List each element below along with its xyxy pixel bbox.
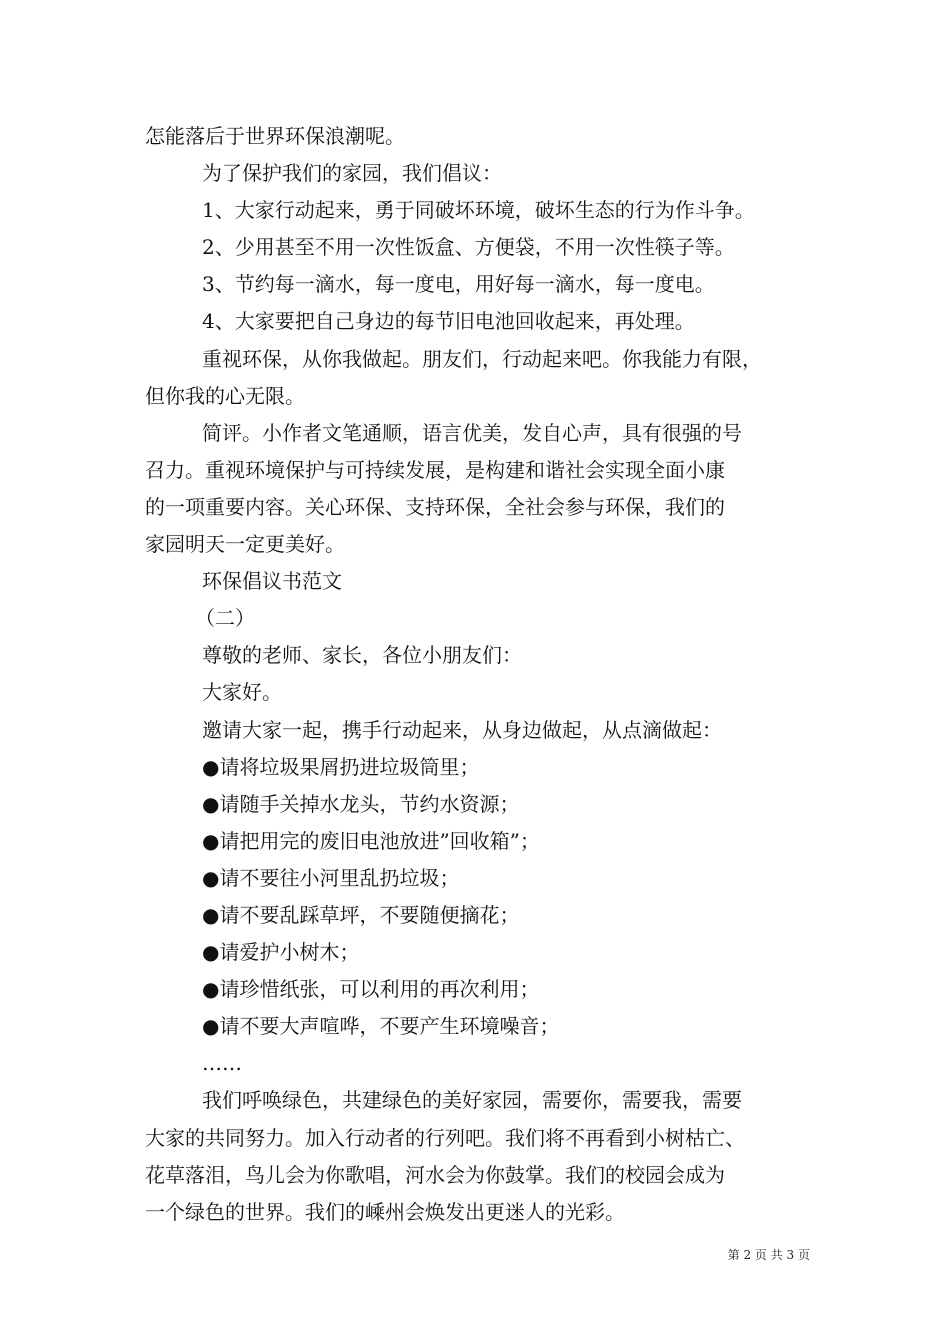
text-line: 4、大家要把自己身边的每节旧电池回收起来，再处理。 xyxy=(202,309,695,334)
text-line: 简评。小作者文笔通顺，语言优美，发自心声，具有很强的号 xyxy=(202,420,742,445)
greeting: 大家好。 xyxy=(202,680,282,705)
text-line: 邀请大家一起，携手行动起来，从身边做起，从点滴做起： xyxy=(202,717,722,742)
section-title: 环保倡议书范文 xyxy=(202,569,342,594)
salutation: 尊敬的老师、家长，各位小朋友们： xyxy=(202,643,522,668)
bullet-item: ●请把用完的废旧电池放进”回收箱”； xyxy=(202,828,540,853)
ellipsis: …… xyxy=(202,1051,242,1076)
text-line: 花草落泪，鸟儿会为你歌唱，河水会为你鼓掌。我们的校园会成为 xyxy=(145,1162,725,1187)
document-body xyxy=(145,118,810,1231)
text-line: 重视环保，从你我做起。朋友们，行动起来吧。你我能力有限， xyxy=(202,346,762,371)
bullet-item: ●请不要大声喧哗，不要产生环境噪音； xyxy=(202,1014,560,1039)
text-line: 的一项重要内容。关心环保、支持环保，全社会参与环保，我们的 xyxy=(145,494,725,519)
bullet-item: ●请将垃圾果屑扔进垃圾筒里； xyxy=(202,754,480,779)
bullet-item: ●请不要往小河里乱扔垃圾； xyxy=(202,865,460,890)
text-line: 2、少用甚至不用一次性饭盒、方便袋，不用一次性筷子等。 xyxy=(202,235,735,260)
bullet-item: ●请不要乱踩草坪，不要随便摘花； xyxy=(202,902,520,927)
text-line: 我们呼唤绿色，共建绿色的美好家园，需要你，需要我，需要 xyxy=(202,1088,742,1113)
text-line: 但你我的心无限。 xyxy=(145,383,305,408)
text-line: 家园明天一定更美好。 xyxy=(145,532,345,557)
text-line: 大家的共同努力。加入行动者的行列吧。我们将不再看到小树枯亡、 xyxy=(145,1125,745,1150)
text-line: 怎能落后于世界环保浪潮呢。 xyxy=(145,124,405,148)
text-line: 3、节约每一滴水，每一度电，用好每一滴水，每一度电。 xyxy=(202,272,715,297)
text-line: 召力。重视环境保护与可持续发展，是构建和谐社会实现全面小康 xyxy=(145,457,725,482)
section-number: （二） xyxy=(195,606,255,631)
bullet-item: ●请珍惜纸张，可以利用的再次利用； xyxy=(202,977,540,1002)
text-line: 一个绿色的世界。我们的嵊州会焕发出更迷人的光彩。 xyxy=(145,1199,625,1224)
text-line: 1、大家行动起来，勇于同破坏环境，破坏生态的行为作斗争。 xyxy=(202,198,755,223)
text-line: 为了保护我们的家园，我们倡议： xyxy=(202,161,502,186)
bullet-item: ●请爱护小树木； xyxy=(202,940,360,965)
page-footer: 第 2 页 共 3 页 xyxy=(727,1248,810,1262)
bullet-item: ●请随手关掉水龙头，节约水资源； xyxy=(202,791,520,816)
